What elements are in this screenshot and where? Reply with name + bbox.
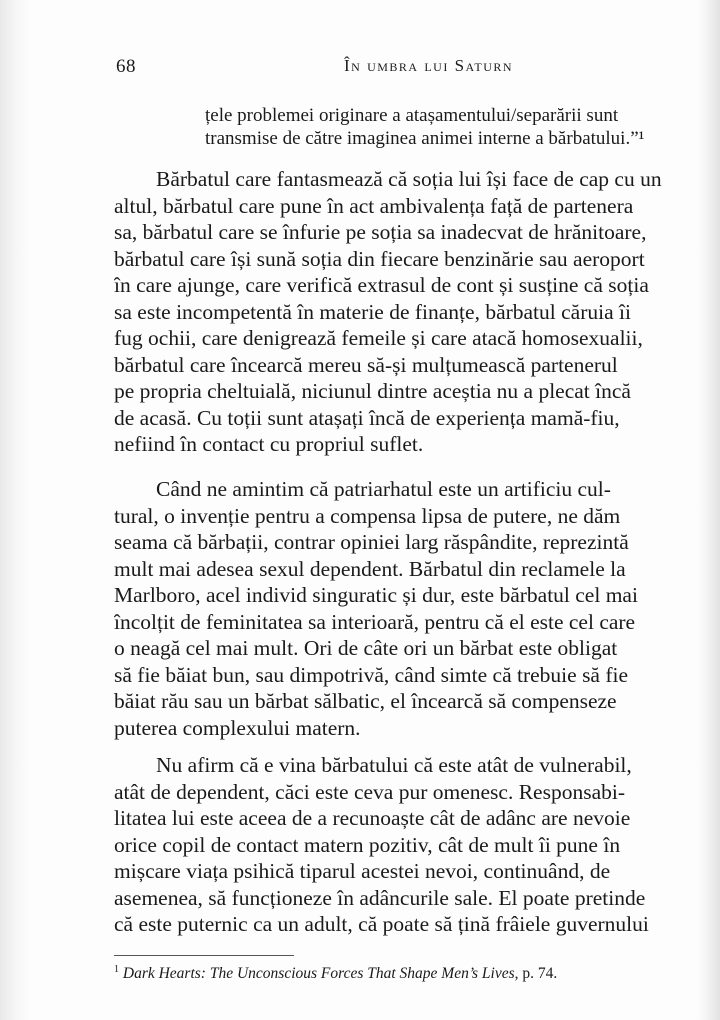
footnote-rule	[114, 955, 294, 956]
text-line: litatea lui este aceea de a recunoaște cât de adânc are nevoie	[114, 806, 631, 830]
text-line: seama că bărbații, contrar opiniei larg răspândite, reprezintă	[114, 530, 629, 554]
text-line: Nu afirm că e vina bărbatului că este atât de vulnerabil,	[156, 753, 632, 777]
text-line: nefiind în contact cu propriul suflet.	[114, 432, 424, 456]
text-line: Când ne amintim că patriarhatul este un artificiu cul-	[156, 477, 611, 501]
text-line: bărbatul care încearcă mereu să-și mulțumească partenerul	[114, 352, 618, 377]
paragraph-1	[114, 166, 710, 458]
text-line: mișcare viața psihică tiparul acestei nevoi, continuând, de	[114, 859, 611, 883]
text-line: de acasă. Cu toții sunt atașați încă de experiența mamă-fiu,	[114, 405, 620, 430]
block-quote	[205, 104, 710, 150]
quote-line: țele problemei originare a atașamentului/separării sunt	[205, 105, 619, 126]
text-line: că este puternic ca un adult, că poate să țină frâiele guvernului	[114, 912, 649, 936]
paragraph-3	[114, 752, 710, 938]
scan-shadow-left	[0, 0, 30, 1020]
footnote-marker: 1	[114, 964, 119, 975]
text-line: sa, bărbatul care se înfurie pe soția sa inadecvat de hrănitoare,	[114, 220, 647, 244]
text-line: să fie băiat bun, sau dimpotrivă, când simte că trebuie să fie	[114, 662, 629, 687]
text-line: orice copil de contact matern pozitiv, cât de mult îi pune în	[114, 832, 621, 857]
text-line: Bărbatul care fantasmează că soția lui își face de cap cu un	[156, 167, 662, 191]
text-line: încolțit de feminitatea sa interioară, pentru că el este cel care	[114, 609, 636, 634]
quote-line: transmise de către imaginea animei interne a bărbatului.”¹	[205, 128, 645, 149]
text-line: altul, bărbatul care pune în act ambivalența față de partenera	[114, 193, 634, 218]
text-line: bărbatul care își sună soția din fiecare benzinărie sau aeroport	[114, 246, 645, 271]
text-line: băiat rău sau un bărbat sălbatic, el încearcă să compenseze	[114, 689, 617, 713]
running-title: În umbra lui Saturn	[344, 56, 514, 75]
text-line: Marlboro, acel individ singuratic și dur, este bărbatul cel mai	[114, 583, 638, 607]
footnote-title: Dark Hearts: The Unconscious Forces That Shape Men’s Lives	[122, 965, 515, 983]
text-line: fug ochii, care denigrează femeile și care atacă homosexualii,	[114, 326, 643, 350]
text-line: tural, o invenție pentru a compensa lipsa de putere, ne dăm	[114, 503, 621, 528]
text-line: pe propria cheltuială, niciunul dintre aceștia nu a plecat încă	[114, 379, 631, 403]
text-line: în care ajunge, care verifică extrasul de cont și susține că soția	[114, 273, 649, 297]
text-line: sa este incompetentă în materie de finanțe, bărbatul căruia îi	[114, 299, 631, 324]
footnote-page-ref: , p. 74.	[514, 965, 558, 983]
text-line: o neagă cel mai mult. Ori de câte ori un bărbat este obligat	[114, 636, 618, 660]
footnote	[114, 964, 557, 983]
paragraph-2	[114, 476, 710, 741]
text-line: puterea complexului matern.	[114, 715, 361, 740]
text-line: asemenea, să funcționeze în adâncurile sale. El poate pretinde	[114, 885, 646, 910]
page-number: 68	[116, 56, 136, 77]
text-line: mult mai adesea sexul dependent. Bărbatul din reclamele la	[114, 556, 626, 581]
text-line: atât de dependent, căci este ceva pur omenesc. Responsabi-	[114, 779, 626, 804]
